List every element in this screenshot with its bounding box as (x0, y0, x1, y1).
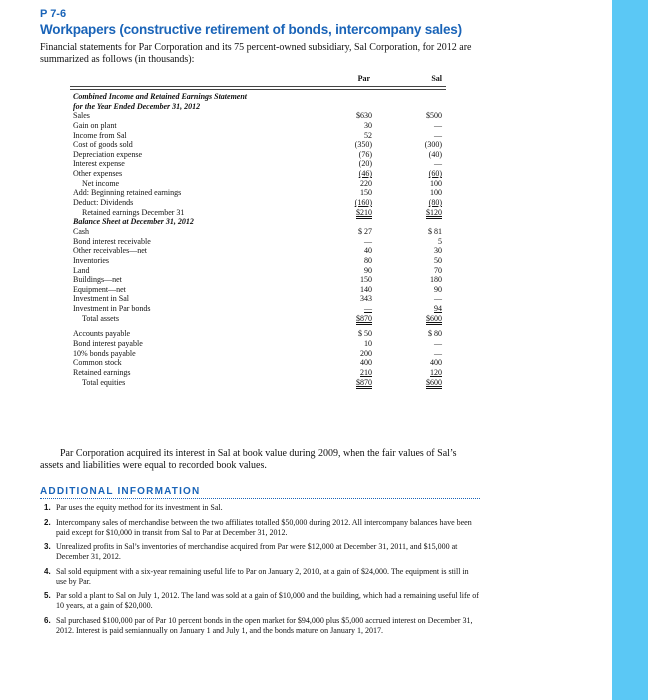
par-value: $ 50 (358, 329, 372, 339)
row-label: Investment in Par bonds (73, 304, 151, 314)
table-row (70, 179, 450, 189)
row-label: Cost of goods sold (73, 140, 133, 150)
list-item (44, 542, 480, 562)
table-row (70, 198, 450, 208)
table-row (70, 285, 450, 295)
row-label: Accounts payable (73, 329, 131, 339)
sal-value: — (434, 130, 442, 140)
item-number: 3. (44, 542, 51, 551)
page-edge-bar (612, 0, 648, 700)
sal-value: 5 (438, 236, 442, 246)
table-row (70, 275, 450, 285)
table-row (70, 237, 450, 247)
item-text: Sal purchased $100,000 par of Par 10 percent bonds in the open market for $94,000 plus $5,000 accrued interest on December 31, 2012. Interest is paid semiannually on January 1 and July 1, and the bonds mature on January 1, 2017. (56, 615, 473, 635)
par-value: — (364, 304, 372, 314)
table-row (70, 92, 450, 102)
row-label: Add: Beginning retained earnings (73, 188, 182, 198)
section-divider (40, 498, 480, 499)
sal-value: 400 (430, 358, 442, 368)
item-text: Intercompany sales of merchandise between the two affiliates totalled $50,000 during 2012. All intercompany balances have been paid except for $10,000 in transit from Sal to Par at December 31, 2012. (56, 517, 472, 537)
row-label: Retained earnings (73, 367, 131, 377)
list-item (44, 616, 480, 636)
row-label: Equipment—net (73, 284, 126, 294)
row-label: Interest expense (73, 159, 125, 169)
par-value: 40 (364, 246, 372, 256)
sal-value: (80) (428, 198, 442, 208)
sal-value: 94 (434, 304, 442, 314)
list-item (44, 503, 480, 513)
sal-value: 70 (434, 265, 442, 275)
row-label: Income from Sal (73, 130, 127, 140)
row-label: Common stock (73, 358, 122, 368)
sal-value: — (434, 339, 442, 349)
row-label: Sales (73, 111, 90, 121)
sal-value: 180 (430, 275, 442, 285)
sal-value: (60) (428, 169, 442, 179)
row-label: Depreciation expense (73, 149, 143, 159)
row-label: Total assets (82, 313, 119, 323)
par-value: 200 (360, 348, 372, 358)
sal-value: — (434, 348, 442, 358)
sal-value: 30 (434, 246, 442, 256)
item-number: 6. (44, 615, 51, 625)
row-label: Investment in Sal (73, 294, 129, 304)
table-row (70, 246, 450, 256)
row-label: Gain on plant (73, 120, 117, 130)
row-label: Total equities (82, 377, 126, 387)
sal-value: $600 (426, 313, 442, 323)
table-row (70, 159, 450, 169)
par-value: $210 (356, 207, 372, 217)
sal-value: 100 (430, 188, 442, 198)
list-item (44, 518, 480, 538)
item-text: Unrealized profits in Sal’s inventories of merchandise acquired from Par were $12,000 at December 31, 2011, and $15,000 at December 31, 2012. (56, 542, 458, 561)
par-value: $870 (356, 377, 372, 387)
row-label: Cash (73, 226, 89, 236)
additional-info-list (44, 503, 480, 640)
table-row (70, 314, 450, 324)
par-value: (350) (354, 140, 372, 150)
item-number: 5. (44, 591, 51, 600)
table-row (70, 140, 450, 150)
sal-value: — (434, 120, 442, 130)
item-text: Par sold a plant to Sal on July 1, 2012. The land was sold at a gain of $10,000 and the building, which had a remaining useful life of 10 years, at a gain of $20,000. (56, 591, 479, 610)
problem-title: Workpapers (constructive retirement of bonds, intercompany sales) (40, 22, 462, 37)
par-value: 343 (360, 294, 372, 304)
table-row (70, 358, 450, 368)
sal-value: $ 81 (428, 226, 442, 236)
sal-value: (40) (428, 149, 442, 159)
table-row (70, 339, 450, 349)
row-label: Inventories (73, 255, 109, 265)
row-label: Net income (82, 178, 120, 188)
table-row (70, 256, 450, 266)
table-row (70, 169, 450, 179)
par-value: $630 (356, 111, 372, 121)
row-label: Balance Sheet at December 31, 2012 (73, 217, 194, 227)
table-row (70, 131, 450, 141)
row-label: Buildings—net (73, 275, 122, 285)
table-row (70, 217, 450, 227)
par-value: 10 (364, 339, 372, 349)
table-row (70, 329, 450, 339)
par-value: 80 (364, 255, 372, 265)
item-number: 4. (44, 566, 51, 576)
sal-value: — (434, 294, 442, 304)
par-value: 220 (360, 178, 372, 188)
list-item (44, 591, 480, 611)
table-row (70, 111, 450, 121)
table-row (70, 349, 450, 359)
par-value: 210 (360, 367, 372, 377)
row-label: Land (73, 265, 90, 275)
par-value: (20) (358, 159, 372, 169)
row-label: Bond interest payable (73, 339, 143, 349)
item-text: Sal sold equipment with a six-year remaining useful life to Par on January 2, 2010, at a gain of $24,000. The equipment is still in use by Par. (56, 566, 469, 586)
par-value: (160) (354, 198, 372, 208)
table-row (70, 150, 450, 160)
table-row (70, 208, 450, 218)
table-row (70, 188, 450, 198)
par-value: 90 (364, 265, 372, 275)
sal-value: 90 (434, 284, 442, 294)
par-value: $870 (356, 313, 372, 323)
problem-number: P 7-6 (40, 8, 67, 20)
sal-value: $500 (426, 111, 442, 121)
table-row (70, 368, 450, 378)
row-label: for the Year Ended December 31, 2012 (73, 101, 201, 111)
list-item (44, 567, 480, 587)
item-number: 1. (44, 503, 51, 512)
par-value: 140 (360, 284, 372, 294)
table-row (70, 266, 450, 276)
financial-statements-table (70, 92, 450, 387)
additional-info-title: ADDITIONAL INFORMATION (40, 486, 201, 497)
sal-value: $ 80 (428, 329, 442, 339)
row-label: Other expenses (73, 169, 123, 179)
table-row (70, 102, 450, 112)
sal-value: — (434, 159, 442, 169)
par-value: (76) (358, 149, 372, 159)
row-label: 10% bonds payable (73, 348, 136, 358)
table-rule (70, 86, 446, 87)
par-value: $ 27 (358, 226, 372, 236)
sal-value: 100 (430, 178, 442, 188)
table-row (70, 227, 450, 237)
acquisition-paragraph: Par Corporation acquired its interest in Sal at book value during 2009, when the fair values of Sal’s assets and liabilities were equal to recorded book values. (40, 448, 457, 471)
problem-intro: Financial statements for Par Corporation and its 75 percent-owned subsidiary, Sal Corporation, for 2012 are summarized as follows (in thousands): (40, 42, 472, 65)
table-row (70, 121, 450, 131)
row-label: Other receivables—net (73, 246, 147, 256)
row-label: Deduct: Dividends (73, 198, 134, 208)
table-rule (70, 89, 446, 90)
sal-value: (300) (424, 140, 442, 150)
row-label: Retained earnings December 31 (82, 207, 185, 217)
par-value: 52 (364, 130, 372, 140)
par-value: (46) (358, 169, 372, 179)
column-header-par: Par (357, 74, 370, 83)
par-value: — (364, 236, 372, 246)
sal-value: 120 (430, 367, 442, 377)
row-label: Combined Income and Retained Earnings Statement (73, 92, 248, 101)
par-value: 150 (360, 275, 372, 285)
par-value: 150 (360, 188, 372, 198)
sal-value: $120 (426, 207, 442, 217)
table-row (70, 378, 450, 388)
row-label: Bond interest receivable (73, 236, 151, 246)
item-text: Par uses the equity method for its investment in Sal. (56, 503, 223, 512)
sal-value: $600 (426, 377, 442, 387)
table-row (70, 304, 450, 314)
par-value: 30 (364, 120, 372, 130)
sal-value: 50 (434, 255, 442, 265)
table-row (70, 294, 450, 304)
par-value: 400 (360, 358, 372, 368)
item-number: 2. (44, 517, 51, 527)
column-header-sal: Sal (431, 74, 442, 83)
